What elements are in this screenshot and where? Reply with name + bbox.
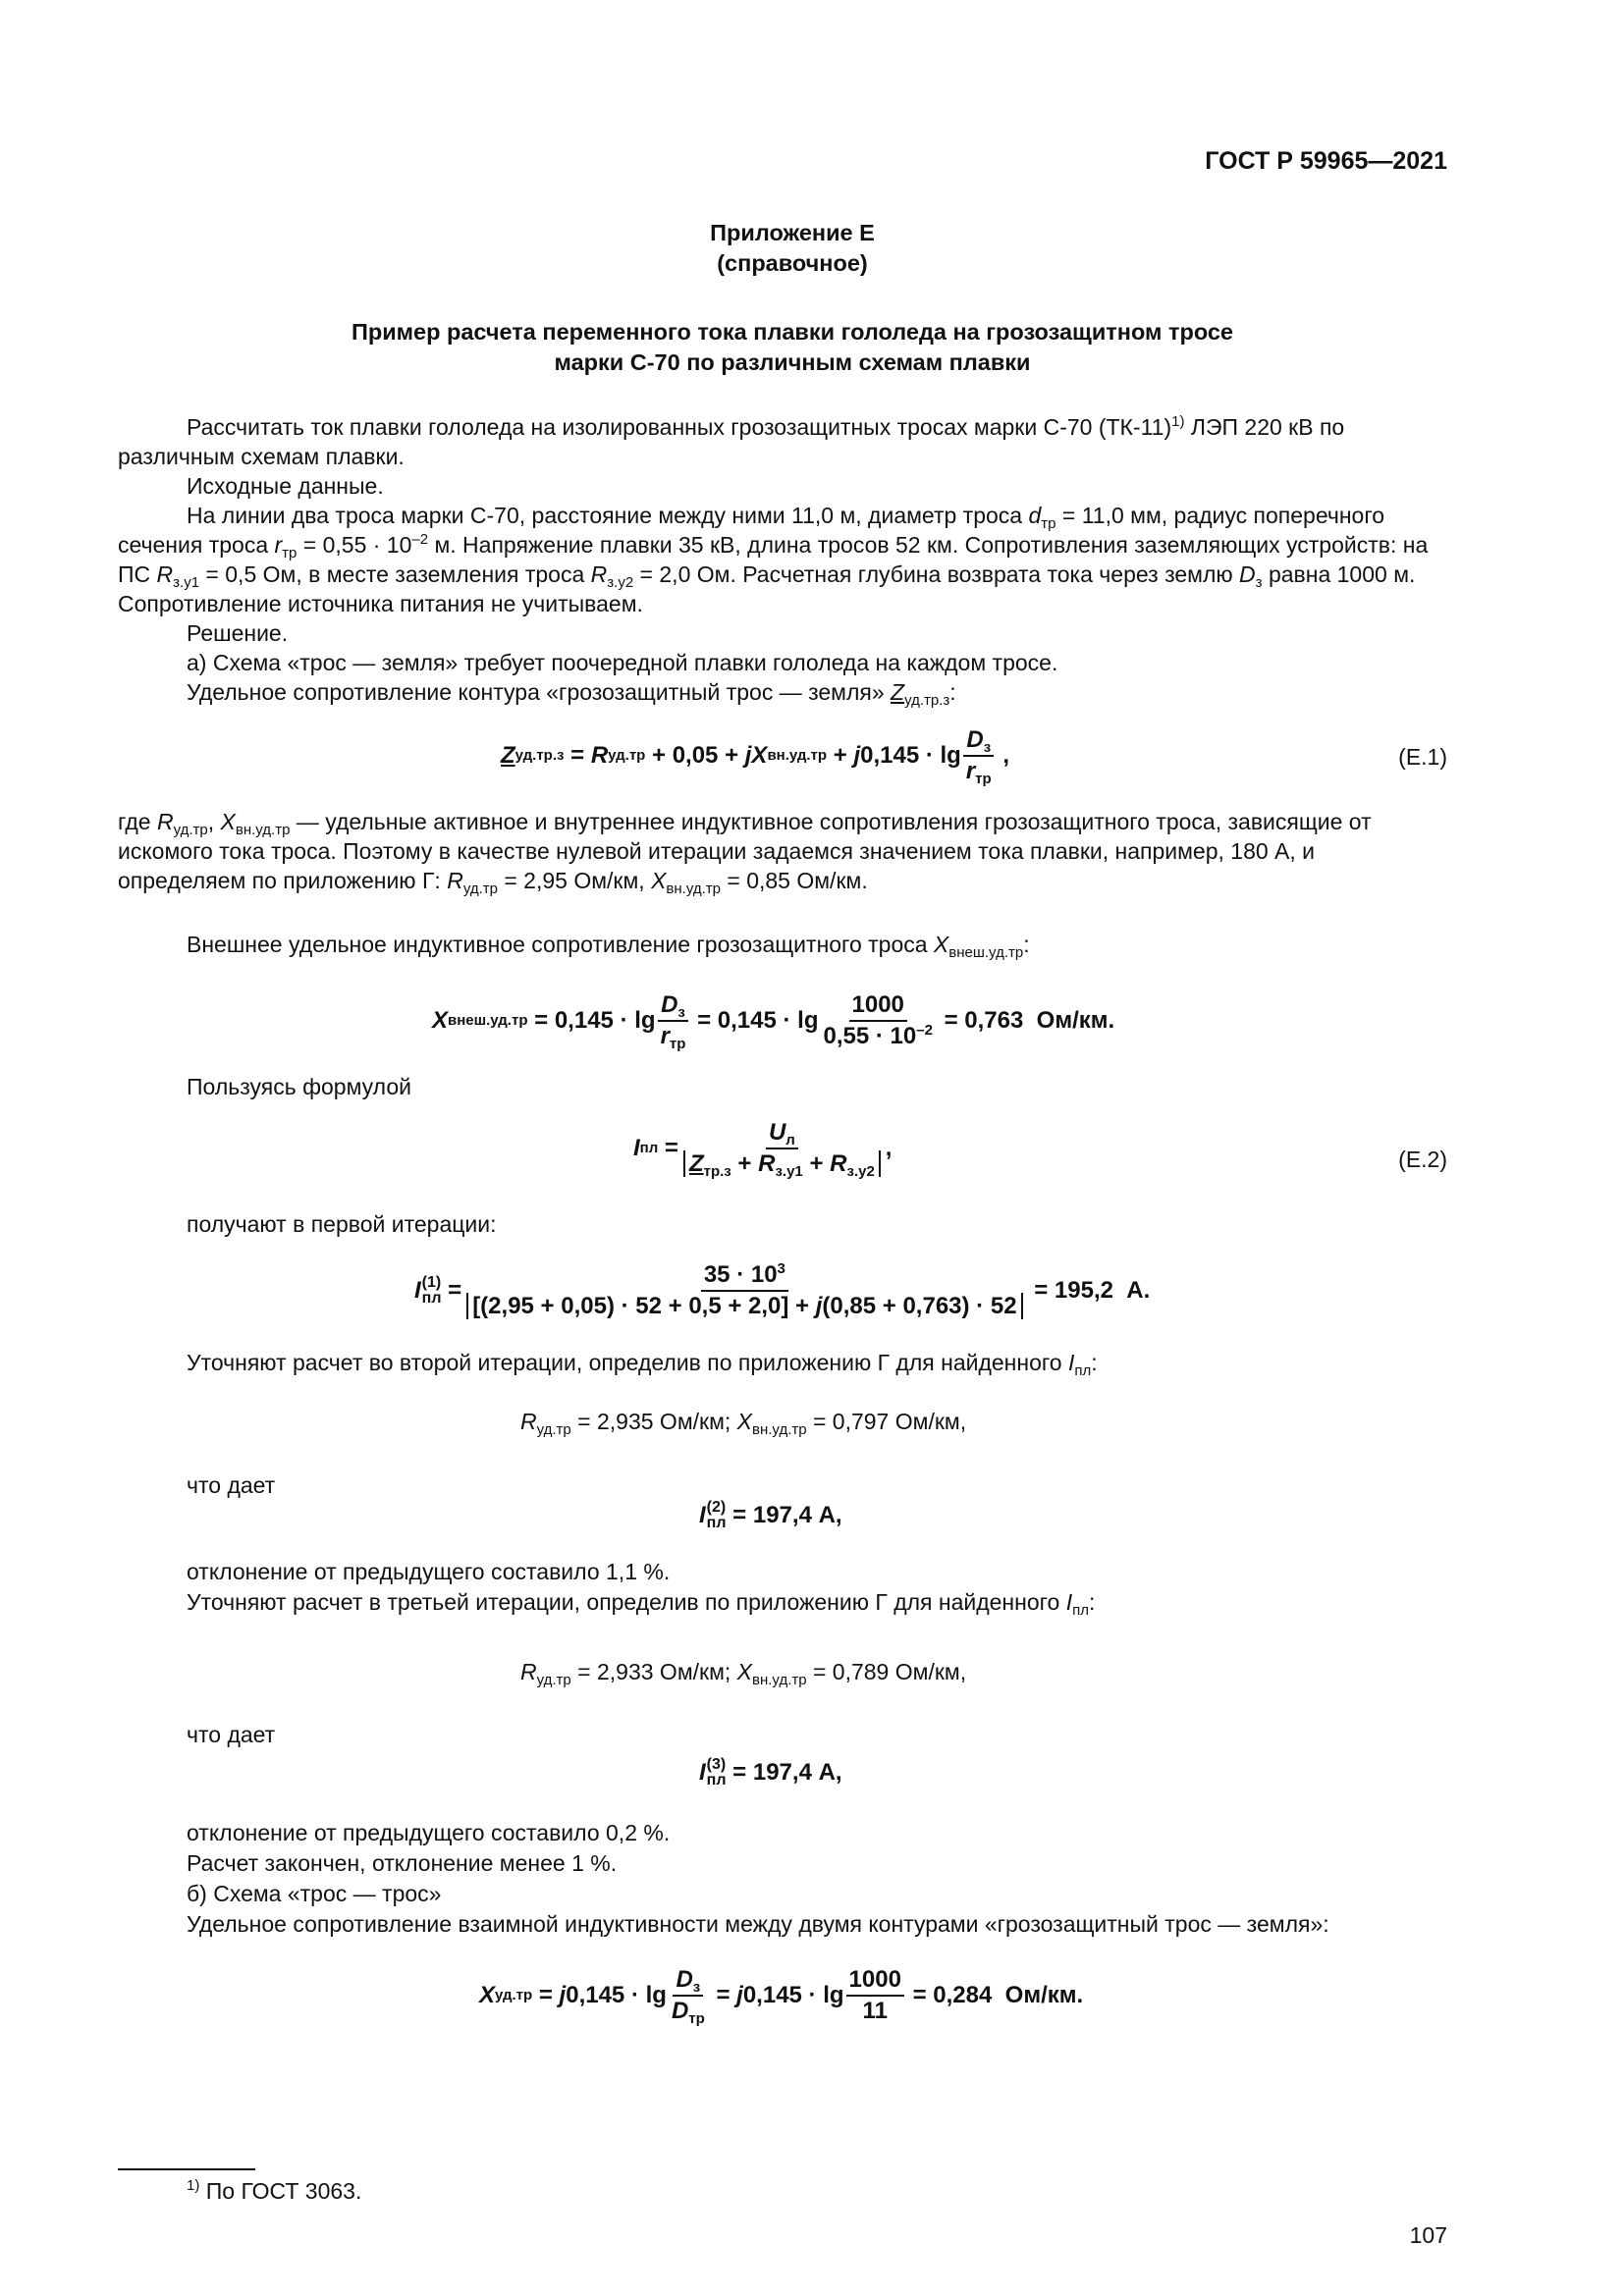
page-number: 107: [1409, 2222, 1447, 2248]
formula-e1: Z уд.тр.з = R уд.тр + 0,05 + jX вн.уд.тр + j 0,145 · lg $\frac{D_з}{r_{тр}}$ ,: [501, 726, 1010, 787]
footnote: $^{1)}$ По ГОСТ 3063.: [187, 2177, 362, 2204]
equation-number-e1: (Е.1): [1398, 744, 1447, 770]
where-paragraph: где $R_{уд.тр}$, $X_{вн.уд.тр}$ — удельные активное и внутреннее индуктивное сопротивления грозозащитного троса, зависящие от искомого тока троса. Поэтому в качестве нулевой итерации задаемся значением тока плавки, например, 180 А, и определяем по приложению Г: $R_{уд.тр} = 2,95$ Ом/км, $X_{вн.уд.тр} = 0,85$ Ом/км.: [118, 809, 1372, 897]
heading-line-1: Пример расчета переменного тока плавки гололеда на грозозащитном тросе: [351, 319, 1234, 345]
mutual-inductance-intro: Удельное сопротивление взаимной индуктивности между двумя контурами «грозозащитный трос — земля»:: [187, 1911, 1329, 1937]
gives-label-2: что дает: [187, 1722, 276, 1747]
first-iteration-label: получают в первой итерации:: [187, 1211, 497, 1237]
initial-data-label: Исходные данные.: [187, 473, 384, 499]
initial-data-paragraph: На линии два троса марки С-70, расстояние между ними 11,0 м, диаметр троса $d_{тр} = 11,0$ мм, радиус поперечного сечения троса $r_{тр} = 0,55 \cdot 10^{-2}$ м. Напряжение плавки 35 кВ, длина тросов 52 км. Сопротивления заземляющих устройств: на ПС $R_{з.у1} = 0,5$ Ом, в месте заземления троса $R_{з.у2} = 2,0$ Ом. Расчетная глубина возврата тока через землю $D_з$ равна 1000 м. Сопротивление источника питания не учитываем.: [118, 503, 1429, 616]
formula-x-ext: X внеш.уд.тр = 0,145 · lg $\frac{D_з}{r_{тр}}$ = 0,145 · lg $\frac{1000}{0,55 \cdot 10^{-2}}$ = 0,763 Ом/км.: [432, 991, 1115, 1052]
equation-number-e2: (Е.2): [1398, 1147, 1447, 1172]
result-iteration-3: I (3) пл = 197,4 А,: [699, 1756, 842, 1789]
task-paragraph: Рассчитать ток плавки гололеда на изолированных грозозащитных тросах марки С-70 $(ТК-11)^{1)}$ ЛЭП 220 кВ по различным схемам плавки.: [118, 413, 1345, 469]
impedance-intro: Удельное сопротивление контура «грозозащитный трос — земля» $Z_{уд.тр.з}$:: [187, 679, 956, 709]
ext-inductive-intro: Внешнее удельное индуктивное сопротивление грозозащитного троса $X_{внеш.уд.тр}$:: [187, 932, 1030, 961]
using-formula-label: Пользуясь формулой: [187, 1074, 411, 1099]
values-iteration-3: $R_{уд.тр} = 2,933$ Ом/км; $X_{вн.уд.тр} = 0,789$ Ом/км,: [520, 1659, 967, 1688]
refine-2-label: Уточняют расчет во второй итерации, определив по приложению Г для найденного $I_{пл}$:: [187, 1350, 1098, 1379]
appendix-title: Приложение Е: [710, 220, 875, 245]
result-iteration-2: I (2) пл = 197,4 А,: [699, 1499, 842, 1531]
calc-done: Расчет закончен, отклонение менее 1 %.: [187, 1850, 618, 1876]
solution-label: Решение.: [187, 620, 289, 646]
deviation-2: отклонение от предыдущего составило 0,2 %.: [187, 1820, 671, 1845]
document-id: ГОСТ Р 59965—2021: [1205, 147, 1447, 175]
footnote-separator: [118, 2168, 255, 2170]
formula-iteration-1: I (1) пл = $\frac{35 \cdot 10^3}{[(2,95 + 0,05) \cdot 52 + 0,5 + 2,0] + j(0,85 + 0,763) \cdot 52}$ = 195,2 А.: [414, 1260, 1151, 1319]
refine-3-label: Уточняют расчет в третьей итерации, определив по приложению Г для найденного $I_{пл}$:: [187, 1589, 1096, 1619]
values-iteration-2: $R_{уд.тр} = 2,935$ Ом/км; $X_{вн.уд.тр} = 0,797$ Ом/км,: [520, 1409, 967, 1438]
gives-label-1: что дает: [187, 1472, 276, 1498]
formula-e2: I пл = $\frac{U_л}{Z_{тр.з} + R_{з.у1} + R_{з.у2}}$ ,: [633, 1119, 893, 1180]
scheme-b-label: б) Схема «трос — трос»: [187, 1881, 442, 1906]
deviation-1: отклонение от предыдущего составило 1,1 %.: [187, 1559, 671, 1584]
formula-x-mutual: X уд.тр = j 0,145 · lg $\frac{D_з}{D_{тр}}$ = j 0,145 · lg $\frac{1000}{11}$ = 0,284 Ом/км.: [479, 1966, 1084, 2027]
heading-line-2: марки С-70 по различным схемам плавки: [554, 349, 1031, 375]
ext-block: [118, 930, 1448, 959]
intro-block: [118, 412, 1448, 707]
scheme-a-label: а) Схема «трос — земля» требует поочередной плавки гололеда на каждом тросе.: [187, 650, 1058, 675]
appendix-kind: (справочное): [717, 250, 868, 276]
where-block: [118, 807, 1448, 895]
